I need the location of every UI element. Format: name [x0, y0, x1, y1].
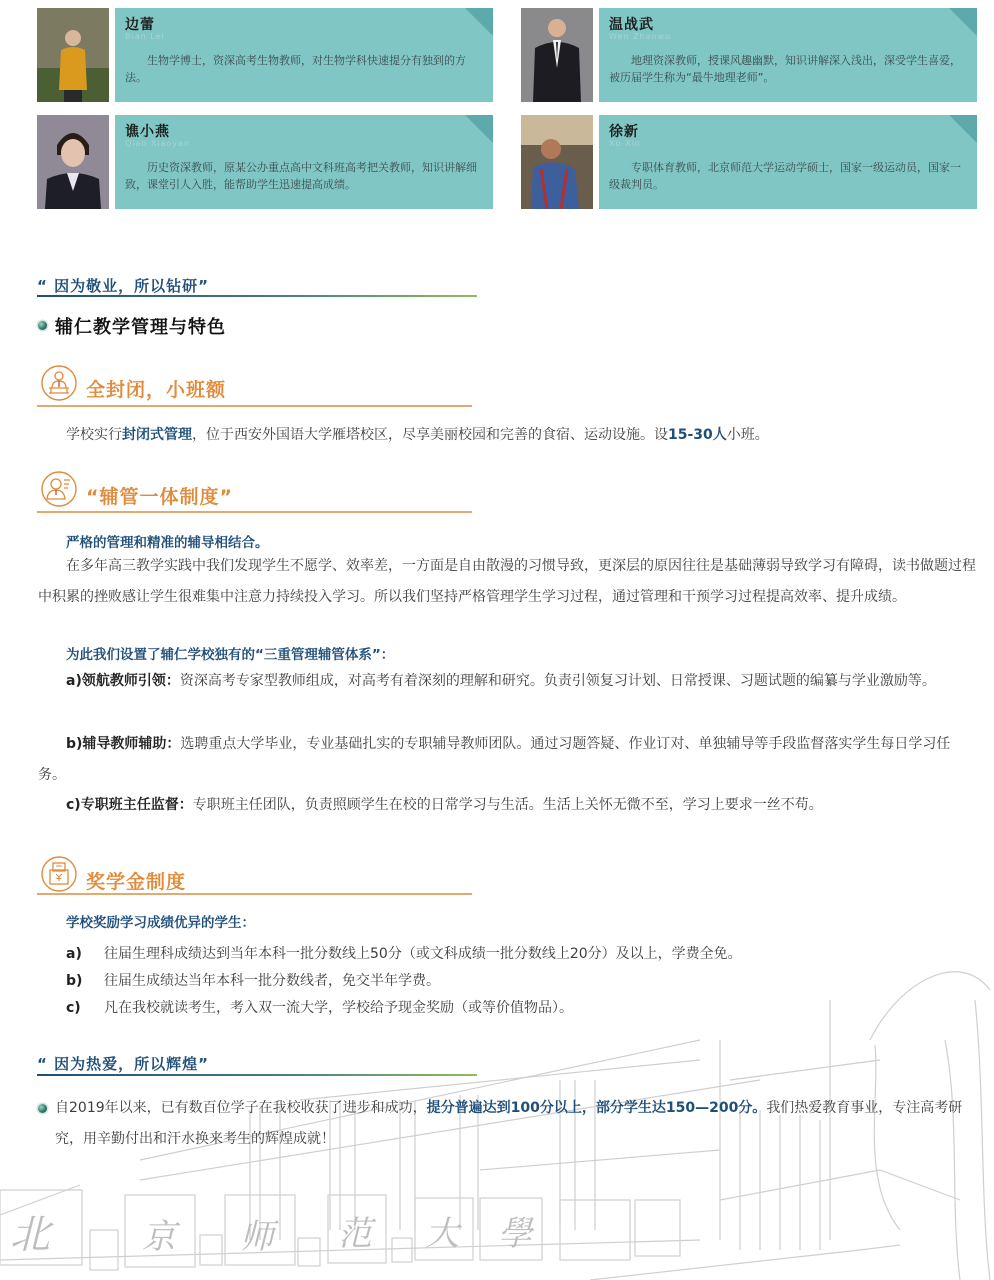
system-item-text: 专职班主任团队，负责照顾学生在校的日常学习与生活。生活上关怀无微不至，学习上要求一丝不苟。	[192, 797, 823, 813]
system-item-label: c)专职班主任监督：	[66, 797, 193, 813]
feature-underline	[37, 405, 472, 407]
text-segment: 自2019年以来，已有数百位学子在我校收获了进步和成功，	[55, 1100, 427, 1116]
teacher-desk-icon	[40, 364, 78, 402]
system-item	[38, 729, 978, 791]
scholarship-item-text: 往届生成绩达当年本科一批分数线者，免交半年学费。	[104, 973, 440, 989]
scholarship-item-text: 凡在我校就读考生，考入双一流大学，学校给予现金奖励（或等价值物品）。	[104, 1000, 573, 1016]
teacher-description: 历史资深教师，原某公办重点高中文科班高考把关教师，知识讲解细致，课堂引人入胜，能帮助学生迅速提高成绩。	[125, 161, 477, 191]
scholarship-lead: 学校奖励学习成绩优异的学生：	[66, 915, 255, 931]
portrait-image-icon	[37, 8, 109, 102]
scholarship-item-label: c)	[66, 1000, 81, 1016]
teacher-name: 温战武	[609, 17, 654, 33]
sketch-char-5: 大	[425, 1216, 459, 1253]
scholarship-item-text: 往届生理科成绩达到当年本科一批分数线上50分（或文科成绩一批分数线上20分）及以上，学费全免。	[104, 946, 742, 962]
teacher-card	[521, 8, 977, 102]
teacher-photo	[37, 8, 109, 102]
feature-title: 奖学金制度	[86, 871, 187, 893]
system-item-text: 资深高考专家型教师组成，对高考有着深刻的理解和研究。负责引领复习计划、日常授课、习题试题的编纂与学业激励等。	[179, 673, 936, 689]
teacher-pinyin: Bian Lei	[125, 32, 165, 41]
text-segment: 我们热爱教育事业，专注高考研究，用辛勤付出和汗水换来考生的辉煌成就！	[55, 1100, 963, 1147]
achievement-paragraph	[55, 1093, 980, 1155]
sketch-char-3: 师	[240, 1219, 274, 1256]
feature-paragraph: 在多年高三教学实践中我们发现学生不愿学、效率差，一方面是自由散漫的习惯导致，更深层的原因往往是基础薄弱导致学习有障碍，读书做题过程中积累的挫败感让学生很难集中注意力持续投入学习。所以我们坚持严格管理学生学习过程，通过管理和干预学习过程提高效率、提升成绩。	[38, 558, 976, 605]
teacher-info-card	[115, 115, 493, 209]
teacher-description: 地理资深教师，授课风趣幽默，知识讲解深入浅出，深受学生喜爱，被历届学生称为“最牛地理老师”。	[609, 54, 961, 84]
scholarship-item-label: b)	[66, 973, 83, 989]
feature-lead: 严格的管理和精准的辅导相结合。	[66, 535, 269, 551]
teacher-name: 谯小燕	[125, 124, 170, 140]
teacher-photo	[521, 115, 593, 209]
teacher-info-card	[599, 115, 977, 209]
teacher-pinyin: Xu Xin	[609, 139, 641, 148]
teacher-description: 生物学博士，资深高考生物教师，对生物学科快速提分有独到的方法。	[125, 54, 466, 84]
teacher-pinyin: Wen Zhanwu	[609, 32, 672, 41]
system-item	[38, 666, 978, 697]
scholarship-item	[66, 997, 573, 1017]
sketch-char-1: 北	[10, 1212, 50, 1257]
teacher-info-card	[115, 8, 493, 102]
sketch-char-4: 范	[338, 1216, 372, 1253]
teacher-description: 专职体育教师，北京师范大学运动学硕士，国家一级运动员，国家一级裁判员。	[609, 161, 961, 191]
highlight-text: 封闭式管理	[122, 427, 192, 443]
sketch-char-6: 學	[498, 1216, 532, 1253]
portrait-image-icon	[37, 115, 109, 209]
portrait-image-icon	[521, 115, 593, 209]
teacher-photo	[521, 8, 593, 102]
feature-description	[66, 420, 966, 451]
teacher-pinyin: Qiao Xiaoyan	[125, 139, 191, 148]
system-intro: 为此我们设置了辅仁学校独有的“三重管理辅管体系”：	[66, 647, 395, 663]
text-segment: 小班。	[726, 427, 769, 443]
heading-underline	[37, 295, 477, 297]
teacher-card	[37, 8, 493, 102]
bullet-dot-icon	[38, 321, 47, 330]
system-item-label: a)领航教师引领：	[66, 673, 180, 689]
feature-title: “辅管一体制度”	[86, 486, 233, 508]
heading-underline	[37, 1074, 477, 1076]
portrait-image-icon	[521, 8, 593, 102]
text-segment: ，位于西安外国语大学雁塔校区，尽享美丽校园和完善的食宿、运动设施。设	[192, 427, 668, 443]
section-quote-heading: “ 因为敬业，所以钻研”	[37, 277, 209, 295]
section-subtitle: 辅仁教学管理与特色	[55, 317, 226, 338]
section-quote-heading: “ 因为热爱，所以辉煌”	[37, 1055, 209, 1073]
system-item	[38, 790, 978, 821]
teacher-name: 边蕾	[125, 17, 155, 33]
feature-title: 全封闭，小班额	[86, 379, 227, 401]
teacher-info-card	[599, 8, 977, 102]
sketch-char-2: 京	[142, 1219, 176, 1256]
feature-underline	[37, 893, 472, 895]
system-item-text: 选聘重点大学毕业，专业基础扎实的专职辅导教师团队。通过习题答疑、作业订对、单独辅导等手段监督落实学生每日学习任务。	[38, 736, 951, 783]
bullet-dot-icon	[38, 1104, 47, 1113]
highlight-text: 提分普遍达到100分以上，部分学生达150—200分。	[426, 1100, 767, 1116]
teacher-photo	[37, 115, 109, 209]
scholarship-item	[66, 943, 742, 963]
scholarship-box-icon	[40, 855, 78, 893]
scholarship-item	[66, 970, 440, 990]
scholarship-item-label: a)	[66, 946, 82, 962]
highlight-text: 15-30人	[668, 427, 727, 443]
text-segment: 学校实行	[66, 427, 122, 443]
teacher-card	[521, 115, 977, 209]
person-checklist-icon	[40, 470, 78, 508]
teacher-card	[37, 115, 493, 209]
system-item-label: b)辅导教师辅助：	[66, 736, 181, 752]
feature-underline	[37, 511, 472, 513]
teacher-name: 徐新	[609, 124, 639, 140]
